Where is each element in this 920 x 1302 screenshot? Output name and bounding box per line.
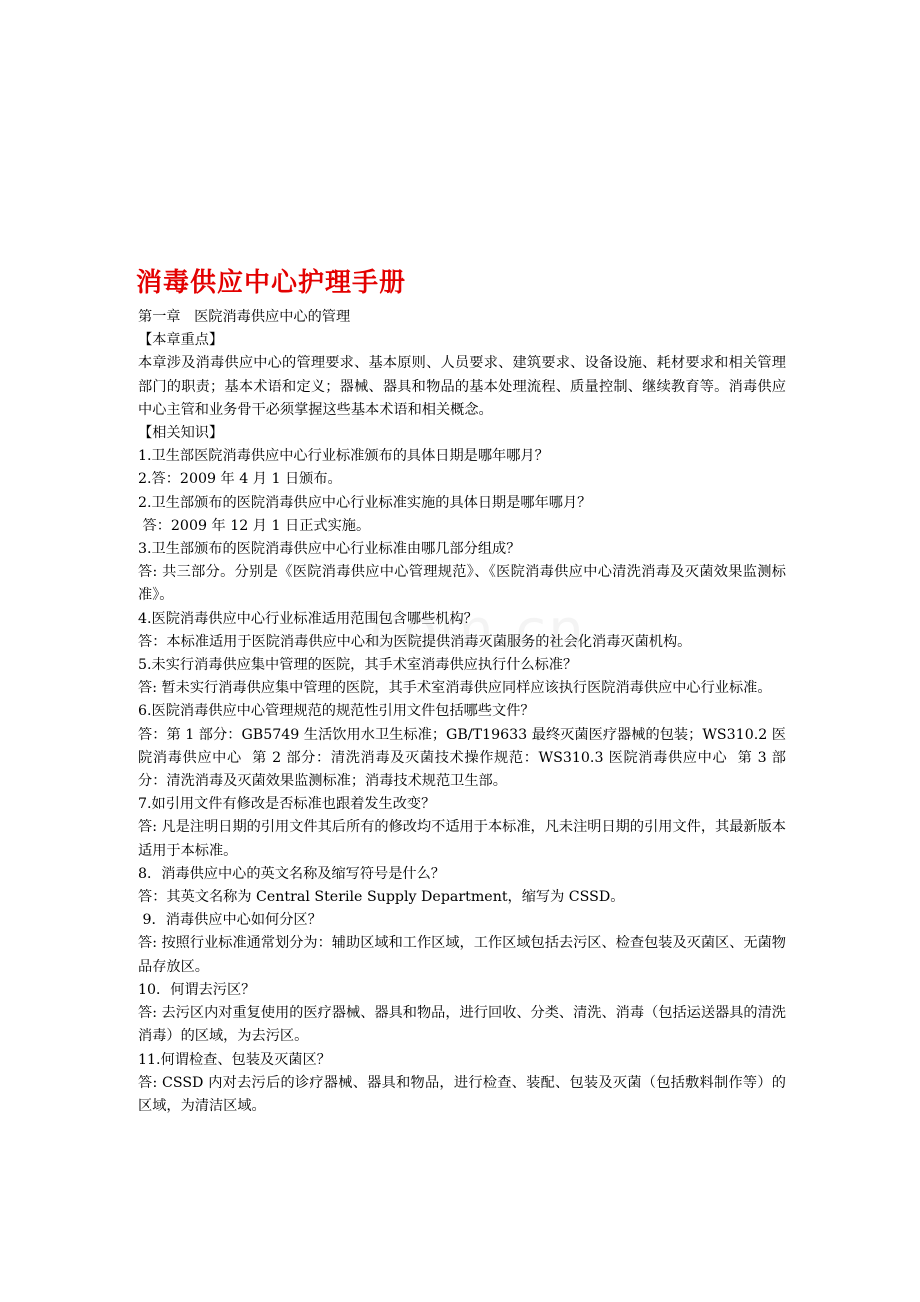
paragraph: 6.医院消毒供应中心管理规范的规范性引用文件包括哪些文件？ bbox=[138, 703, 535, 720]
paragraph: 【本章重点】 bbox=[138, 332, 224, 349]
document-title: 消毒供应中心护理手册 bbox=[136, 268, 407, 298]
paragraph: 10．何谓去污区？ bbox=[138, 981, 256, 998]
paragraph: 2.答：2009 年 4 月 1 日颁布。 bbox=[138, 471, 342, 488]
paragraph: 答: 去污区内对重复使用的医疗器械、器具和物品，进行回收、分类、清洗、消毒（包括运送器具的清洗消毒）的区域，为去污区。 bbox=[138, 1005, 786, 1045]
paragraph: 第一章 医院消毒供应中心的管理 bbox=[138, 309, 351, 325]
paragraph: 答: 共三部分。分别是《医院消毒供应中心管理规范》、《医院消毒供应中心清洗消毒及灭菌效果监测标准》。 bbox=[138, 564, 786, 604]
document-body bbox=[138, 306, 786, 1118]
paragraph: 答：其英文名称为 Central Sterile Supply Department，缩写为 CSSD。 bbox=[138, 889, 625, 906]
paragraph: 【相关知识】 bbox=[138, 425, 224, 442]
paragraph: 答: 按照行业标准通常划分为：辅助区域和工作区域，工作区域包括去污区、检查包装及灭菌区、无菌物品存放区。 bbox=[138, 935, 786, 975]
paragraph: 2.卫生部颁布的医院消毒供应中心行业标准实施的具体日期是哪年哪月？ bbox=[138, 494, 592, 511]
paragraph: 5.未实行消毒供应集中管理的医院，其手术室消毒供应执行什么标准？ bbox=[138, 657, 578, 674]
paragraph: 3.卫生部颁布的医院消毒供应中心行业标准由哪几部分组成？ bbox=[138, 541, 521, 558]
paragraph: 答：本标准适用于医院消毒供应中心和为医院提供消毒灭菌服务的社会化消毒灭菌机构。 bbox=[138, 633, 692, 650]
watermark bbox=[370, 598, 586, 663]
paragraph: 答: 凡是注明日期的引用文件其后所有的修改均不适用于本标准，凡未注明日期的引用文件，其最新版本适用于本标准。 bbox=[138, 819, 786, 859]
paragraph: 8．消毒供应中心的英文名称及缩写符号是什么？ bbox=[138, 865, 445, 882]
paragraph: 本章涉及消毒供应中心的管理要求、基本原则、人员要求、建筑要求、设备设施、耗材要求和相关管理部门的职责；基本术语和定义；器械、器具和物品的基本处理流程、质量控制、继续教育等。消毒供应中心主管和业务骨干必须掌握这些基本术语和相关概念。 bbox=[138, 355, 786, 418]
paragraph: 答: CSSD 内对去污后的诊疗器械、器具和物品，进行检查、装配、包装及灭菌（包括敷料制作等）的区域，为清洁区域。 bbox=[138, 1074, 786, 1114]
paragraph: 答：第 1 部分：GB5749 生活饮用水卫生标准；GB/T19633 最终灭菌医疗器械的包装；WS310.2 医院消毒供应中心 第 2 部分：清洗消毒及灭菌技术操作规范：WS310.3 医院消毒供应中心 第 3 部分：清洗消毒及灭菌效果监测标准；消毒技术规范卫生部。 bbox=[138, 726, 786, 790]
paragraph: 答: 暂未实行消毒供应集中管理的医院，其手术室消毒供应同样应该执行医院消毒供应中心行业标准。 bbox=[138, 680, 772, 697]
paragraph: 11.何谓检查、包装及灭菌区？ bbox=[138, 1051, 331, 1068]
paragraph: 9．消毒供应中心如何分区？ bbox=[138, 912, 322, 929]
paragraph: 1.卫生部医院消毒供应中心行业标准颁布的具体日期是哪年哪月？ bbox=[138, 448, 549, 465]
paragraph: 答：2009 年 12 月 1 日正式实施。 bbox=[138, 517, 371, 534]
paragraph: 7.如引用文件有修改是否标准也跟着发生改变？ bbox=[138, 796, 436, 813]
paragraph: 4.医院消毒供应中心行业标准适用范围包含哪些机构？ bbox=[138, 610, 478, 627]
